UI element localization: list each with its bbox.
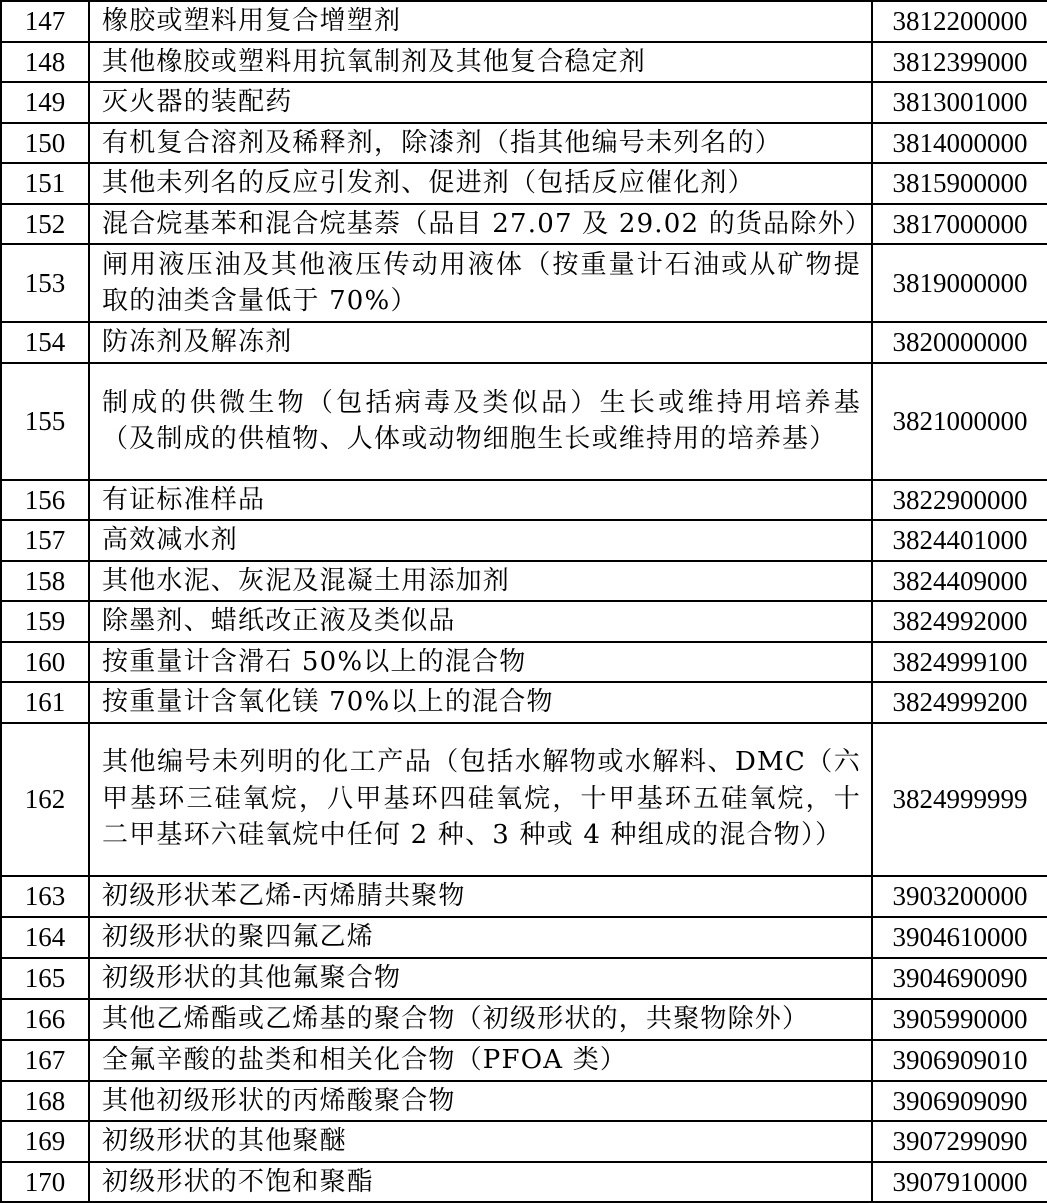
hs-code: 3905990000 [872,999,1047,1040]
product-name: 初级形状的其他氟聚合物 [89,958,872,999]
product-name: 初级形状的不饱和聚酯 [89,1162,872,1203]
row-number: 168 [1,1081,89,1122]
hs-code: 3820000000 [872,322,1047,363]
row-number: 149 [1,82,89,123]
product-name: 闸用液压油及其他液压传动用液体（按重量计石油或从矿物提取的油类含量低于 70%） [89,244,872,322]
product-name: 防冻剂及解冻剂 [89,322,872,363]
table-row [1,1081,1047,1122]
table-row [1,561,1047,602]
row-number: 157 [1,520,89,561]
table-row [1,682,1047,723]
row-number: 170 [1,1162,89,1203]
hs-code: 3819000000 [872,244,1047,322]
table-row [1,1040,1047,1081]
hs-code: 3903200000 [872,876,1047,917]
product-name: 其他水泥、灰泥及混凝土用添加剂 [89,561,872,602]
product-name: 制成的供微生物（包括病毒及类似品）生长或维持用培养基（及制成的供植物、人体或动物细胞生长或维持用的培养基） [89,363,872,480]
hs-code: 3824409000 [872,561,1047,602]
hs-code: 3824401000 [872,520,1047,561]
row-number: 148 [1,42,89,83]
product-name: 按重量计含滑石 50%以上的混合物 [89,642,872,683]
table-row [1,123,1047,164]
row-number: 160 [1,642,89,683]
product-name: 除墨剂、蜡纸改正液及类似品 [89,601,872,642]
row-number: 151 [1,163,89,204]
product-name: 初级形状的其他聚醚 [89,1121,872,1162]
product-name: 有证标准样品 [89,480,872,521]
row-number: 156 [1,480,89,521]
row-number: 169 [1,1121,89,1162]
table-row [1,1162,1047,1203]
product-name: 其他初级形状的丙烯酸聚合物 [89,1081,872,1122]
table-row [1,601,1047,642]
row-number: 167 [1,1040,89,1081]
table-row [1,82,1047,123]
hs-code: 3824999200 [872,682,1047,723]
row-number: 163 [1,876,89,917]
hs-code: 3906909010 [872,1040,1047,1081]
hs-code: 3907299090 [872,1121,1047,1162]
product-name: 其他乙烯酯或乙烯基的聚合物（初级形状的，共聚物除外） [89,999,872,1040]
hs-code: 3812200000 [872,1,1047,42]
row-number: 164 [1,917,89,958]
hs-code: 3815900000 [872,163,1047,204]
hs-code: 3824999999 [872,723,1047,876]
table-row [1,958,1047,999]
product-name: 其他橡胶或塑料用抗氧制剂及其他复合稳定剂 [89,42,872,83]
hs-code: 3822900000 [872,480,1047,521]
table-row [1,520,1047,561]
hs-code: 3821000000 [872,363,1047,480]
row-number: 158 [1,561,89,602]
table-body [1,1,1047,1202]
table-row [1,363,1047,480]
table-row [1,42,1047,83]
table-row [1,204,1047,245]
product-name: 橡胶或塑料用复合增塑剂 [89,1,872,42]
product-name: 有机复合溶剂及稀释剂，除漆剂（指其他编号未列名的） [89,123,872,164]
hs-code: 3812399000 [872,42,1047,83]
hs-code: 3813001000 [872,82,1047,123]
row-number: 159 [1,601,89,642]
product-name: 全氟辛酸的盐类和相关化合物（PFOA 类） [89,1040,872,1081]
row-number: 153 [1,244,89,322]
hs-code: 3824992000 [872,601,1047,642]
table-row [1,1,1047,42]
table-row [1,917,1047,958]
row-number: 152 [1,204,89,245]
table-row [1,876,1047,917]
hs-code: 3904610000 [872,917,1047,958]
product-name: 其他编号未列明的化工产品（包括水解物或水解料、DMC（六甲基环三硅氧烷，八甲基环四硅氧烷，十甲基环五硅氧烷，十二甲基环六硅氧烷中任何 2 种、3 种或 4 种组成的混合物）） [89,723,872,876]
table-row [1,723,1047,876]
product-name: 其他未列名的反应引发剂、促进剂（包括反应催化剂） [89,163,872,204]
row-number: 161 [1,682,89,723]
hs-code: 3814000000 [872,123,1047,164]
product-name: 灭火器的装配药 [89,82,872,123]
product-name: 混合烷基苯和混合烷基萘（品目 27.07 及 29.02 的货品除外） [89,204,872,245]
row-number: 155 [1,363,89,480]
table-row [1,999,1047,1040]
hs-code: 3904690090 [872,958,1047,999]
product-name: 高效减水剂 [89,520,872,561]
hs-code: 3817000000 [872,204,1047,245]
row-number: 162 [1,723,89,876]
product-name: 按重量计含氧化镁 70%以上的混合物 [89,682,872,723]
hs-code: 3824999100 [872,642,1047,683]
product-name: 初级形状苯乙烯-丙烯腈共聚物 [89,876,872,917]
row-number: 147 [1,1,89,42]
table-row [1,642,1047,683]
table-row [1,244,1047,322]
hs-code: 3907910000 [872,1162,1047,1203]
hs-code: 3906909090 [872,1081,1047,1122]
product-name: 初级形状的聚四氟乙烯 [89,917,872,958]
row-number: 166 [1,999,89,1040]
row-number: 150 [1,123,89,164]
row-number: 165 [1,958,89,999]
table-row [1,163,1047,204]
table-row [1,1121,1047,1162]
table-row [1,480,1047,521]
table-row [1,322,1047,363]
row-number: 154 [1,322,89,363]
